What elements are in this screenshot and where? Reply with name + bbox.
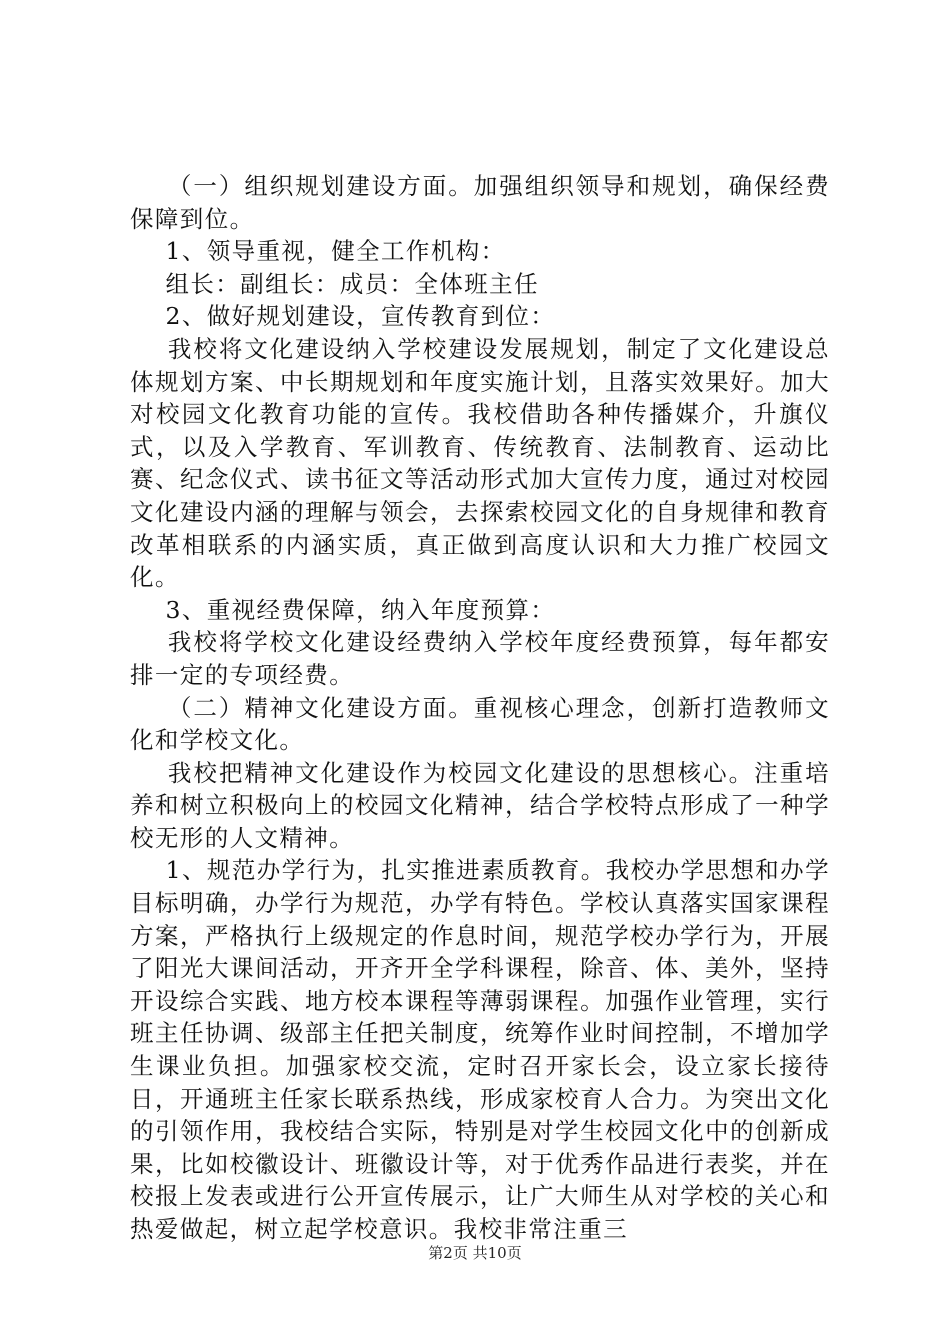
- paragraph-leadership: 1、领导重视，健全工作机构：: [130, 237, 506, 266]
- paragraph-school-conduct: 1、规范办学行为，扎实推进素质教育。我校办学思想和办学目标明确，办学行为规范，办学有特色。学校认真落实国家课程方案，严格执行上级规定的作息时间，规范学校办学行为，开展了阳光大课间活动，开齐开全学科课程，除音、体、美外，坚持开设综合实践、地方校本课程等薄弱课程。加强作业管理，实行班主任协调、级部主任把关制度，统筹作业时间控制，不增加学生课业负担。加强家校交流，定时召开家长会，设立家长接待日，开通班主任家长联系热线，形成家校育人合力。为突出文化的引领作用，我校结合实际，特别是对学生校园文化中的创新成果，比如校徽设计、班徽设计等，对于优秀作品进行表奖，并在校报上发表或进行公开宣传展示，让广大师生从对学校的关心和热爱做起，树立起学校意识。我校非常注重三: [130, 856, 830, 1243]
- paragraph-spiritual-culture: （二）精神文化建设方面。重视核心理念，创新打造教师文化和学校文化。: [130, 693, 830, 755]
- document-body: [130, 170, 830, 1246]
- paragraph-spiritual-core: 我校把精神文化建设作为校园文化建设的思想核心。注重培养和树立积极向上的校园文化精神，结合学校特点形成了一种学校无形的人文精神。: [130, 758, 830, 852]
- paragraph-planning-publicity: 2、做好规划建设，宣传教育到位：: [130, 302, 556, 331]
- paragraph-culture-planning: 我校将文化建设纳入学校建设发展规划，制定了文化建设总体规划方案、中长期规划和年度实施计划，且落实效果好。加大对校园文化教育功能的宣传。我校借助各种传播媒介，升旗仪式，以及入学教育、军训教育、传统教育、法制教育、运动比赛、纪念仪式、读书征文等活动形式加大宣传力度，通过对校园文化建设内涵的理解与领会，去探索校园文化的自身规律和教育改革相联系的内涵实质，真正做到高度认识和大力推广校园文化。: [130, 334, 830, 592]
- paragraph-members: 组长：副组长：成员：全体班主任: [130, 269, 539, 298]
- paragraph-funding-detail: 我校将学校文化建设经费纳入学校年度经费预算，每年都安排一定的专项经费。: [130, 628, 830, 689]
- page-footer: 第2页 共10页: [428, 1244, 522, 1262]
- paragraph-organization-planning: （一）组织规划建设方面。加强组织领导和规划，确保经费保障到位。: [130, 172, 830, 233]
- paragraph-funding: 3、重视经费保障，纳入年度预算：: [130, 595, 556, 624]
